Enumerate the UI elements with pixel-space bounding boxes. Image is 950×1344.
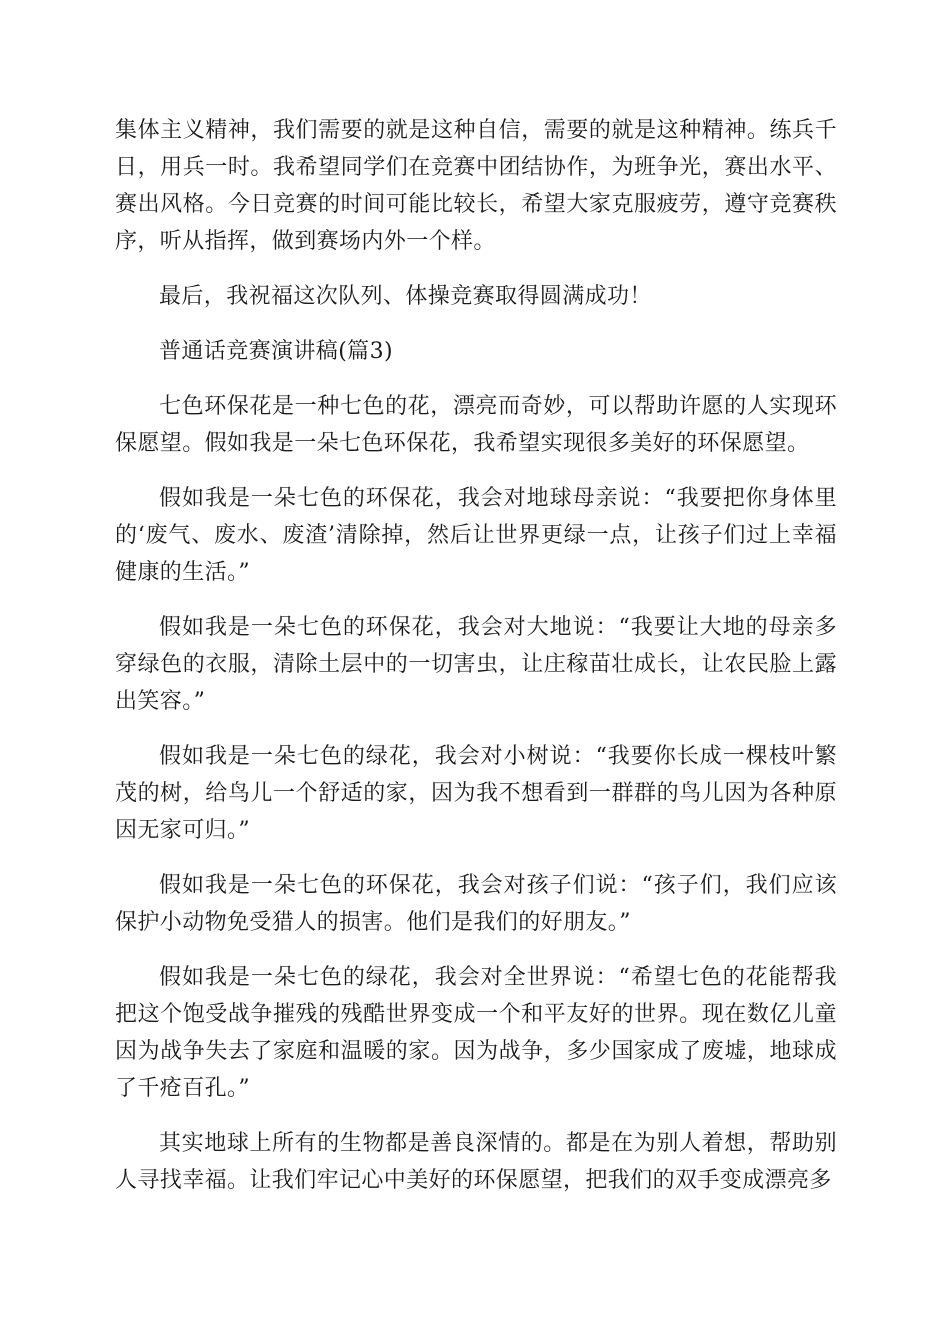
paragraph-land: 假如我是一朵七色的环保花，我会对大地说：“我要让大地的母亲多穿绿色的衣服，清除土层中的一切害虫，让庄稼苗壮成长，让农民脸上露出笑容。” <box>115 615 837 714</box>
paragraph-children: 假如我是一朵七色的环保花，我会对孩子们说：“孩子们，我们应该保护小动物免受猎人的损害。他们是我们的好朋友。” <box>115 873 837 935</box>
document-body <box>115 112 837 1217</box>
paragraph-whole-world: 假如我是一朵七色的绿花，我会对全世界说：“希望七色的花能帮我把这个饱受战争摧残的残酷世界变成一个和平友好的世界。现在数亿儿童因为战争失去了家庭和温暖的家。因为战争，多少国家成了废墟，地球成了千疮百孔。” <box>115 965 837 1101</box>
paragraph-intro: 七色环保花是一种七色的花，漂亮而奇妙，可以帮助许愿的人实现环保愿望。假如我是一朵七色环保花，我希望实现很多美好的环保愿望。 <box>115 394 837 456</box>
paragraph-earth-mother: 假如我是一朵七色的环保花，我会对地球母亲说：“我要把你身体里的‘废气、废水、废渣’清除掉，然后让世界更绿一点，让孩子们过上幸福健康的生活。” <box>115 486 837 585</box>
paragraph-little-tree: 假如我是一朵七色的绿花，我会对小树说：“我要你长成一棵枝叶繁茂的树，给鸟儿一个舒适的家，因为我不想看到一群群的鸟儿因为各种原因无家可归。” <box>115 744 837 843</box>
paragraph-conclusion: 其实地球上所有的生物都是善良深情的。都是在为别人着想，帮助别人寻找幸福。让我们牢记心中美好的环保愿望，把我们的双手变成漂亮多 <box>115 1131 837 1193</box>
paragraph-closing-wish: 最后，我祝福这次队列、体操竞赛取得圆满成功！ <box>159 284 652 309</box>
paragraph-collective-spirit: 集体主义精神，我们需要的就是这种自信，需要的就是这种精神。练兵千日，用兵一时。我希望同学们在竞赛中团结协作，为班争光，赛出水平、赛出风格。今日竞赛的时间可能比较长，希望大家克服疲劳，遵守竞赛秩序，听从指挥，做到赛场内外一个样。 <box>115 118 837 254</box>
section-heading: 普通话竞赛演讲稿(篇3) <box>159 339 393 364</box>
